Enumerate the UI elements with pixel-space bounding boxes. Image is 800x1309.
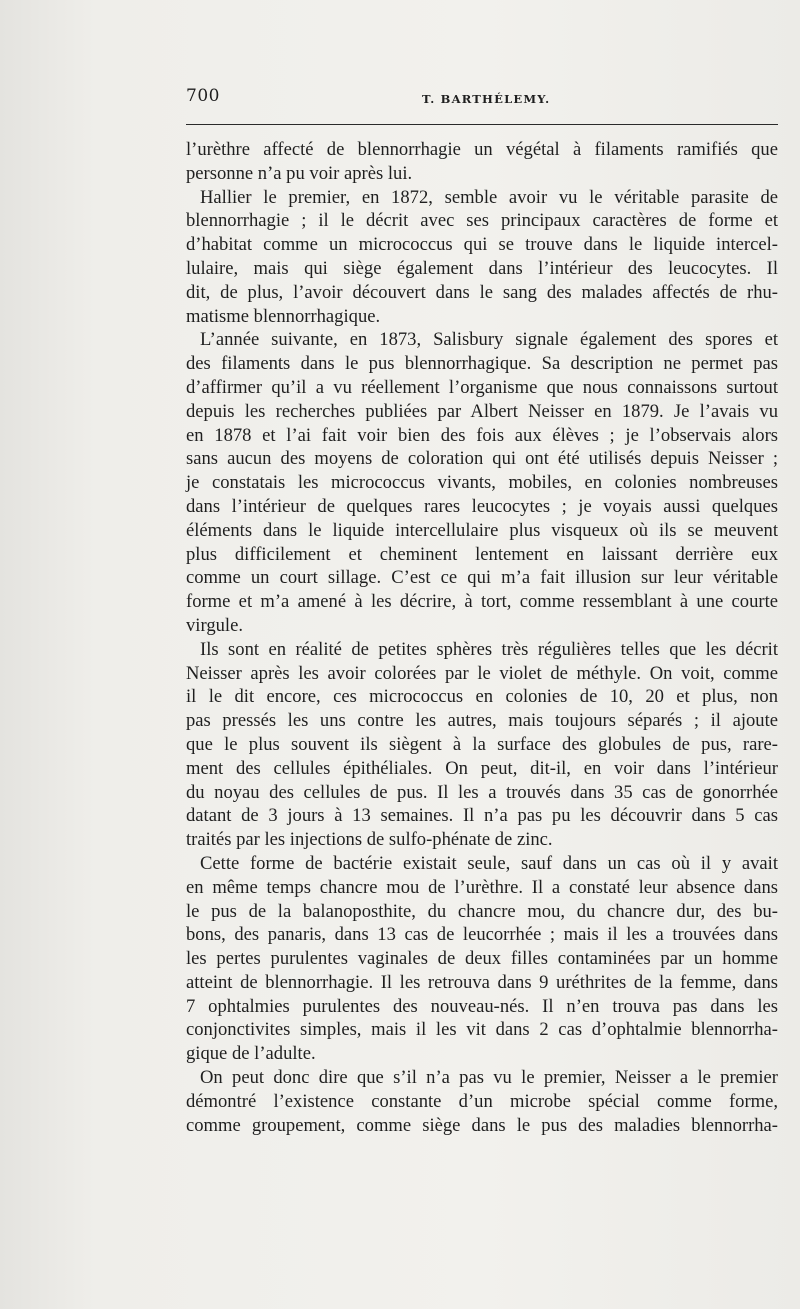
body-text <box>186 138 778 1137</box>
paragraph <box>186 852 778 1066</box>
running-head-title: T. BARTHÉLEMY. <box>422 92 551 106</box>
text-line: lulaire, mais qui siège également dans l’intérieur des leucocytes. Il <box>186 257 778 279</box>
text-line: éléments dans le liquide intercellulaire plus visqueux où ils se meuvent <box>186 519 778 541</box>
text-line: le pus de la balanoposthite, du chancre mou, du chancre dur, des bu- <box>186 900 778 922</box>
running-head <box>186 86 778 110</box>
text-line: je constatais les micrococcus vivants, mobiles, en colonies nombreuses <box>186 472 778 494</box>
text-line: du noyau des cellules de pus. Il les a trouvés dans 35 cas de gonorrhée <box>186 781 778 803</box>
text-line: des filaments dans le pus blennorrhagique. Sa description ne permet pas <box>186 353 778 375</box>
page-number: 700 <box>186 86 220 106</box>
text-line: 7 ophtalmies purulentes des nouveau-nés. Il n’en trouva pas dans les <box>186 995 778 1017</box>
text-line: Neisser après les avoir colorées par le violet de méthyle. On voit, comme <box>186 662 778 684</box>
paragraph <box>186 138 778 186</box>
paragraph <box>186 328 778 637</box>
text-line: datant de 3 jours à 13 semaines. Il n’a pas pu les découvrir dans 5 cas <box>186 805 778 827</box>
text-line: bons, des panaris, dans 13 cas de leucorrhée ; mais il les a trouvées dans <box>186 924 778 946</box>
text-line: plus difficilement et cheminent lentement en laissant derrière eux <box>186 543 778 565</box>
text-line: personne n’a pu voir après lui. <box>186 162 413 184</box>
paragraph <box>186 1066 778 1137</box>
text-line: que le plus souvent ils siègent à la surface des globules de pus, rare- <box>186 733 778 755</box>
text-line: gique de l’adulte. <box>186 1043 316 1065</box>
text-line: il le dit encore, ces micrococcus en colonies de 10, 20 et plus, non <box>186 686 778 708</box>
text-line: Hallier le premier, en 1872, semble avoir vu le véritable parasite de <box>200 186 778 208</box>
text-line: l’urèthre affecté de blennorrhagie un végétal à filaments ramifiés que <box>186 139 778 160</box>
text-line: dit, de plus, l’avoir découvert dans le sang des malades affectés de rhu- <box>186 281 778 303</box>
text-line: depuis les recherches publiées par Albert Neisser en 1879. Je l’avais vu <box>186 400 778 422</box>
text-line: en 1878 et l’ai fait voir bien des fois aux élèves ; je l’observais alors <box>186 424 778 446</box>
text-line: traités par les injections de sulfo-phénate de zinc. <box>186 829 553 851</box>
text-line: ment des cellules épithéliales. On peut, dit-il, en voir dans l’intérieur <box>186 757 778 779</box>
text-line: matisme blennorrhagique. <box>186 305 381 327</box>
text-line: conjonctivites simples, mais il les vit dans 2 cas d’ophtalmie blennorrha- <box>186 1019 778 1041</box>
header-rule <box>186 124 778 125</box>
text-line: comme un court sillage. C’est ce qui m’a fait illusion sur leur véritable <box>186 567 778 589</box>
text-line: en même temps chancre mou de l’urèthre. Il a constaté leur absence dans <box>186 876 778 898</box>
text-line: d’habitat comme un micrococcus qui se trouve dans le liquide intercel- <box>186 234 778 256</box>
text-line: comme groupement, comme siège dans le pus des maladies blennorrha- <box>186 1114 778 1136</box>
paragraph <box>186 186 778 329</box>
text-line: virgule. <box>186 614 243 636</box>
text-line: Cette forme de bactérie existait seule, sauf dans un cas où il y avait <box>200 852 778 874</box>
text-line: On peut donc dire que s’il n’a pas vu le premier, Neisser a le premier <box>200 1067 778 1089</box>
text-line: L’année suivante, en 1873, Salisbury signale également des spores et <box>200 329 778 351</box>
paragraph <box>186 638 778 852</box>
text-line: les pertes purulentes vaginales de deux filles contaminées par un homme <box>186 948 778 970</box>
text-line: atteint de blennorrhagie. Il les retrouva dans 9 uréthrites de la femme, dans <box>186 971 778 993</box>
text-line: dans l’intérieur de quelques rares leucocytes ; je voyais aussi quelques <box>186 495 778 517</box>
text-line: forme et m’a amené à les décrire, à tort, comme ressemblant à une courte <box>186 591 778 613</box>
text-line: Ils sont en réalité de petites sphères très régulières telles que les décrit <box>200 638 778 660</box>
text-line: blennorrhagie ; il le décrit avec ses principaux caractères de forme et <box>186 210 778 232</box>
text-line: d’affirmer qu’il a vu réellement l’organisme que nous connaissons surtout <box>186 376 778 398</box>
text-line: démontré l’existence constante d’un microbe spécial comme forme, <box>186 1090 778 1112</box>
text-line: sans aucun des moyens de coloration qui ont été utilisés depuis Neisser ; <box>186 448 778 470</box>
text-line: pas pressés les uns contre les autres, mais toujours séparés ; il ajoute <box>186 710 778 732</box>
